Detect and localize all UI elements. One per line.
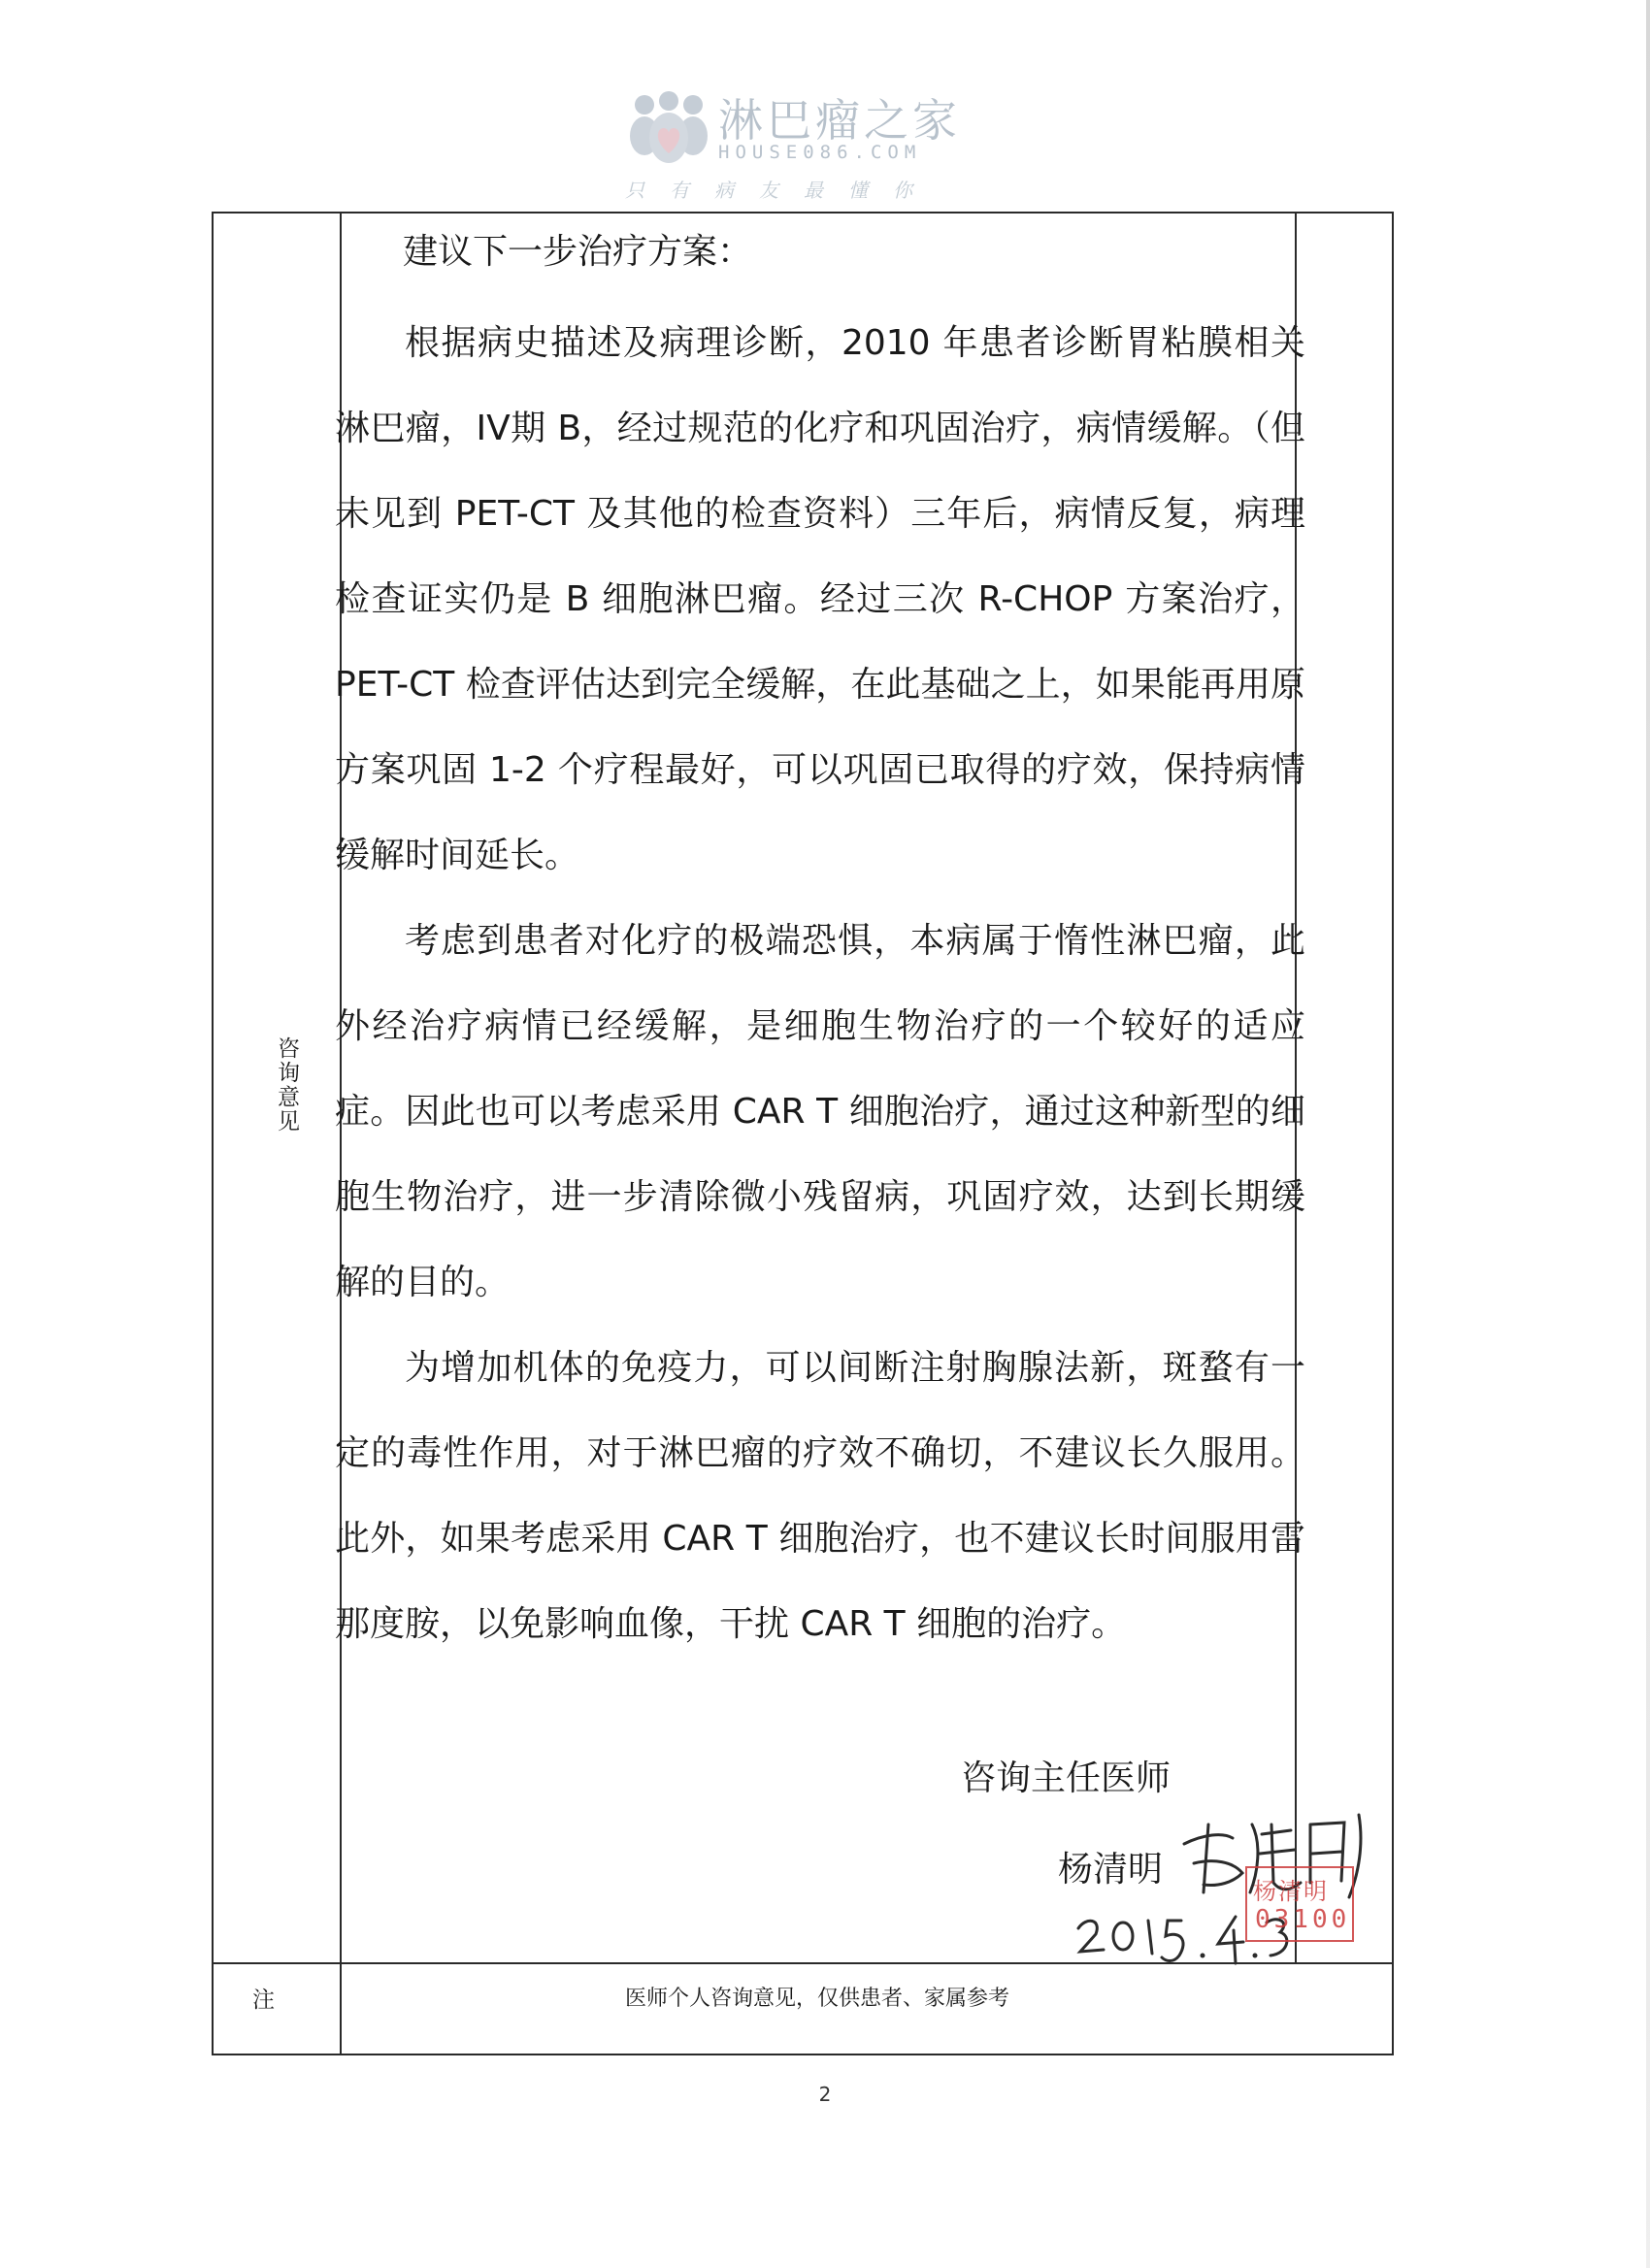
signature-title: 咨询主任医师 bbox=[961, 1759, 1172, 1798]
consultation-content bbox=[335, 223, 1305, 1667]
seal-name: 杨清明 bbox=[1253, 1878, 1329, 1905]
note-label: 注 bbox=[252, 1988, 275, 2013]
scan-edge bbox=[1646, 0, 1650, 2268]
seal-code: 03100 bbox=[1255, 1905, 1351, 1934]
watermark-slogan: 只有病友最懂你 bbox=[625, 179, 938, 202]
signature-name: 杨清明 bbox=[1058, 1850, 1164, 1890]
doctor-seal bbox=[1245, 1866, 1354, 1942]
section-heading: 建议下一步治疗方案： bbox=[403, 232, 753, 272]
watermark-subtitle: HOUSE086.COM bbox=[718, 142, 922, 163]
side-label-consultation: 咨询意见 bbox=[274, 1036, 299, 1134]
paragraph-diagnosis: 根据病史描述及病理诊断，2010 年患者诊断胃粘膜相关淋巴瘤，IV期 B，经过规范的化疗和巩固治疗，病情缓解。（但未见到 PET-CT 及其他的检查资料）三年后，病情反复，病理检查证实仍是 B 细胞淋巴瘤。经过三次 R-CHOP 方案治疗，PET-CT 检查评估达到完全缓解，在此基础之上，如果能再用原方案巩固 1-2 个疗程最好，可以巩固已取得的疗效，保持病情缓解时间延长。 bbox=[335, 323, 1305, 875]
family-heart-icon bbox=[627, 91, 710, 169]
watermark-title: 淋巴瘤之家 bbox=[718, 94, 961, 147]
paragraph-immunity: 为增加机体的免疫力，可以间断注射胸腺法新，斑蝥有一定的毒性作用，对于淋巴瘤的疗效不确切，不建议长久服用。此外，如果考虑采用 CAR T 细胞治疗，也不建议长时间服用雷那度胺，以免影响血像，干扰 CAR T 细胞的治疗。 bbox=[335, 1348, 1305, 1644]
page-number: 2 bbox=[818, 2083, 832, 2106]
watermark-logo bbox=[621, 85, 971, 212]
note-text: 医师个人咨询意见，仅供患者、家属参考 bbox=[624, 1987, 1009, 2011]
paragraph-cart: 考虑到患者对化疗的极端恐惧，本病属于惰性淋巴瘤，此外经治疗病情已经缓解，是细胞生物治疗的一个较好的适应症。因此也可以考虑采用 CAR T 细胞治疗，通过这种新型的细胞生物治疗，进一步清除微小残留病，巩固疗效，达到长期缓解的目的。 bbox=[335, 921, 1305, 1302]
